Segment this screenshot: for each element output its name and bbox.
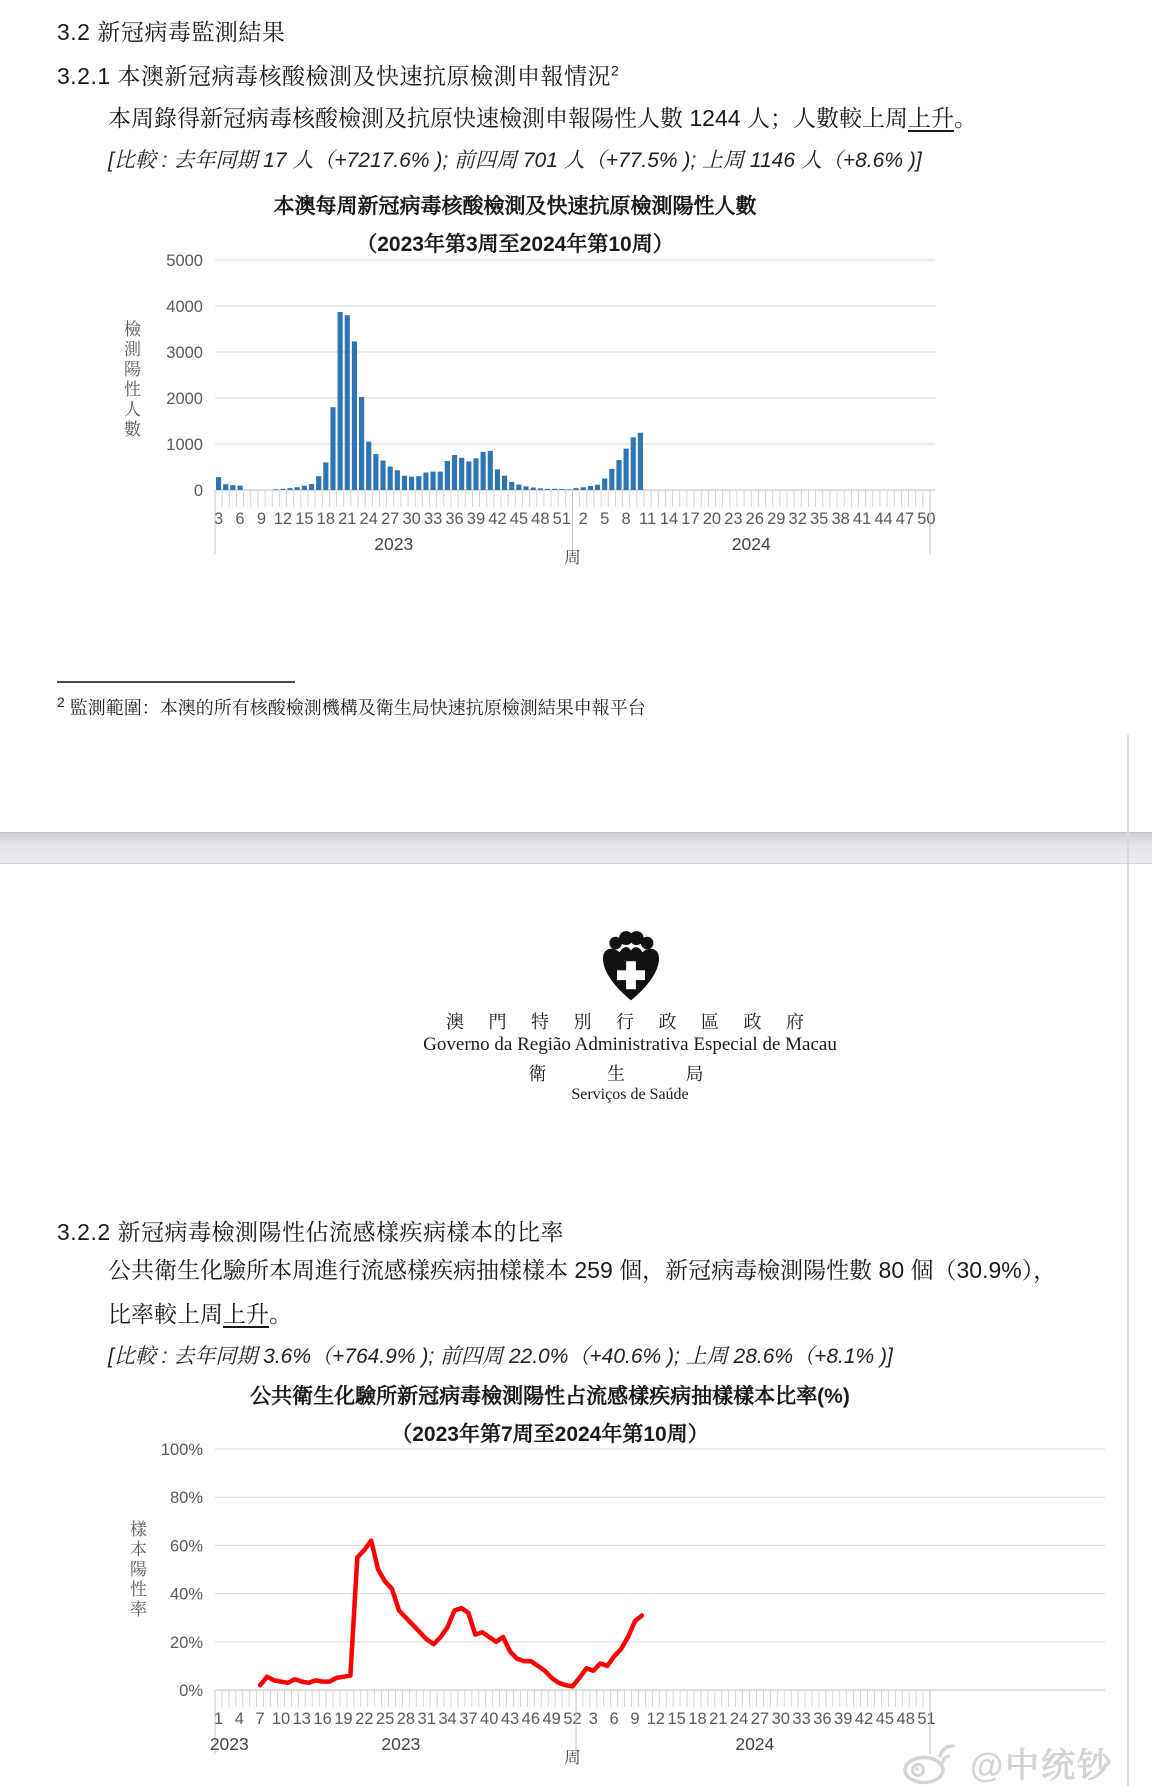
svg-text:6: 6 <box>235 510 245 528</box>
svg-text:2024: 2024 <box>735 1734 775 1754</box>
svg-text:14: 14 <box>659 510 679 528</box>
para-3-2-1: 本周錄得新冠病毒核酸檢測及抗原快速檢測申報陽性人數 1244 人；人數較上周上升。 <box>108 105 977 131</box>
svg-text:47: 47 <box>895 510 915 528</box>
svg-text:12: 12 <box>646 1710 665 1728</box>
svg-text:3000: 3000 <box>166 344 203 362</box>
svg-text:40%: 40% <box>169 1585 203 1604</box>
heading-3-2: 3.2 新冠病毒監測結果 <box>57 19 286 45</box>
svg-text:15: 15 <box>295 510 314 528</box>
svg-text:52: 52 <box>563 1710 582 1728</box>
para-3-2-2-line1: 公共衛生化驗所本周進行流感樣疾病抽樣樣本 259 個，新冠病毒檢測陽性數 80 個（30.9%）， <box>108 1257 1057 1283</box>
footnote-divider <box>57 681 295 683</box>
svg-text:30: 30 <box>771 1710 790 1728</box>
svg-text:46: 46 <box>521 1710 541 1728</box>
svg-text:5000: 5000 <box>166 252 203 270</box>
svg-text:80%: 80% <box>169 1489 203 1508</box>
svg-text:43: 43 <box>500 1710 520 1728</box>
svg-text:51: 51 <box>917 1710 936 1728</box>
svg-text:41: 41 <box>852 510 872 528</box>
heading-3-2-1 <box>57 58 619 91</box>
svg-text:36: 36 <box>445 510 464 528</box>
svg-text:6: 6 <box>609 1710 619 1728</box>
gov-name-zh: 澳 門 特 別 行 政 區 政 府 <box>446 1012 814 1032</box>
weekly-positive-bar-chart <box>115 248 965 578</box>
svg-text:50: 50 <box>917 510 936 528</box>
gov-header <box>330 1008 930 1104</box>
svg-text:48: 48 <box>896 1710 915 1728</box>
svg-text:31: 31 <box>417 1710 436 1728</box>
svg-text:38: 38 <box>831 510 850 528</box>
svg-text:20: 20 <box>702 510 722 528</box>
svg-text:49: 49 <box>542 1710 561 1728</box>
svg-text:周: 周 <box>564 549 581 567</box>
heading-3-2-2: 3.2.2 新冠病毒檢測陽性佔流感樣疾病樣本的比率 <box>57 1219 565 1245</box>
svg-text:42: 42 <box>854 1710 874 1728</box>
svg-text:3: 3 <box>213 510 224 528</box>
para-3-2-2-line2: 比率較上周上升。 <box>108 1301 292 1327</box>
footnote: $^2$ 監測範圍：本澳的所有核酸檢測機構及衛生局快速抗原檢測結果申報平台 <box>57 694 646 718</box>
bar-chart-subtitle: （2023年第3周至2024年第10周） <box>356 233 674 256</box>
gov-name-pt: Governo da Região Administrativa Especial de Macau <box>423 1034 837 1055</box>
trend-word-up: 上升 <box>907 105 954 131</box>
svg-text:12: 12 <box>273 510 293 528</box>
page-right-edge <box>1127 735 1129 1786</box>
svg-text:7: 7 <box>255 1710 265 1728</box>
svg-text:周: 周 <box>564 1749 581 1767</box>
trend-word-up-2: 上升 <box>223 1301 269 1327</box>
svg-text:13: 13 <box>292 1710 311 1728</box>
bureau-name-zh: 衛 生 局 <box>528 1064 732 1084</box>
svg-text:48: 48 <box>531 510 550 528</box>
svg-text:39: 39 <box>466 510 486 528</box>
bar-chart-title: 本澳每周新冠病毒核酸檢測及快速抗原檢測陽性人數 <box>273 195 757 218</box>
svg-text:19: 19 <box>334 1710 353 1728</box>
comparison-3-2-1: [比較 : 去年同期 17 人（+7217.6% ); 前四周 701 人（+77.5% ); 上周 1146 人（+8.6% )] <box>108 149 922 172</box>
health-bureau-logo <box>596 924 666 1004</box>
svg-text:24: 24 <box>359 510 378 528</box>
svg-text:2024: 2024 <box>731 534 771 554</box>
svg-text:44: 44 <box>874 510 893 528</box>
bureau-name-pt: Serviços de Saúde <box>571 1086 689 1103</box>
svg-text:27: 27 <box>750 1710 770 1728</box>
footnote-marker: 2 <box>57 694 65 710</box>
svg-text:15: 15 <box>667 1710 686 1728</box>
svg-text:17: 17 <box>681 510 700 528</box>
svg-text:2023: 2023 <box>381 1734 421 1754</box>
svg-text:2000: 2000 <box>166 390 203 408</box>
svg-text:42: 42 <box>488 510 507 528</box>
svg-text:8: 8 <box>621 510 631 528</box>
svg-text:27: 27 <box>380 510 400 528</box>
svg-text:5: 5 <box>600 510 610 528</box>
svg-text:26: 26 <box>745 510 765 528</box>
svg-text:0: 0 <box>193 482 203 500</box>
svg-text:36: 36 <box>813 1710 832 1728</box>
heading-3-2-1-text: 3.2.1 本澳新冠病毒核酸檢測及快速抗原檢測申報情況 <box>57 63 612 89</box>
svg-text:2: 2 <box>578 510 588 528</box>
svg-text:18: 18 <box>316 510 336 528</box>
svg-text:21: 21 <box>709 1710 728 1728</box>
svg-text:29: 29 <box>767 510 786 528</box>
svg-text:20%: 20% <box>169 1633 203 1652</box>
svg-text:39: 39 <box>834 1710 853 1728</box>
line-chart-title: 公共衛生化驗所新冠病毒檢測陽性占流感樣疾病抽樣樣本比率(%) <box>250 1385 850 1408</box>
svg-text:51: 51 <box>552 510 571 528</box>
svg-text:21: 21 <box>338 510 357 528</box>
bar-chart-y-axis-label: 檢測陽性人數 <box>121 320 140 440</box>
svg-text:34: 34 <box>438 1710 457 1728</box>
svg-text:1: 1 <box>213 1710 224 1728</box>
svg-text:24: 24 <box>729 1710 749 1728</box>
svg-text:2023: 2023 <box>374 534 414 554</box>
svg-text:22: 22 <box>355 1710 374 1728</box>
svg-text:2023: 2023 <box>209 1734 249 1754</box>
svg-text:23: 23 <box>724 510 743 528</box>
line-chart-subtitle: （2023年第7周至2024年第10周） <box>391 1423 709 1446</box>
svg-text:16: 16 <box>313 1710 332 1728</box>
svg-text:4: 4 <box>234 1710 244 1728</box>
svg-text:37: 37 <box>459 1710 478 1728</box>
svg-text:4000: 4000 <box>166 298 203 316</box>
positivity-rate-line-chart <box>115 1437 1115 1786</box>
svg-text:1000: 1000 <box>166 436 203 454</box>
svg-text:60%: 60% <box>169 1537 203 1556</box>
svg-text:0%: 0% <box>179 1682 203 1700</box>
svg-text:25: 25 <box>375 1710 395 1728</box>
svg-text:32: 32 <box>788 510 807 528</box>
line-chart-y-axis-label: 樣本陽性率 <box>127 1520 146 1620</box>
svg-text:11: 11 <box>639 510 657 528</box>
svg-text:33: 33 <box>423 510 443 528</box>
svg-text:9: 9 <box>256 510 267 528</box>
svg-text:33: 33 <box>792 1710 811 1728</box>
svg-text:100%: 100% <box>160 1441 203 1459</box>
footnote-ref-2: 2 <box>611 62 620 79</box>
svg-text:35: 35 <box>809 510 829 528</box>
svg-text:45: 45 <box>509 510 529 528</box>
svg-text:18: 18 <box>688 1710 707 1728</box>
svg-text:30: 30 <box>402 510 421 528</box>
svg-text:10: 10 <box>271 1710 291 1728</box>
svg-text:40: 40 <box>480 1710 499 1728</box>
page-break-band <box>0 832 1152 864</box>
svg-text:9: 9 <box>630 1710 640 1728</box>
svg-text:45: 45 <box>875 1710 895 1728</box>
comparison-3-2-2: [比較 : 去年同期 3.6%（+764.9% ); 前四周 22.0%（+40.6% ); 上周 28.6%（+8.1% )] <box>108 1345 893 1368</box>
watermark-text: @中统钞 <box>970 1747 1114 1785</box>
svg-text:28: 28 <box>396 1710 416 1728</box>
svg-text:3: 3 <box>588 1710 598 1728</box>
